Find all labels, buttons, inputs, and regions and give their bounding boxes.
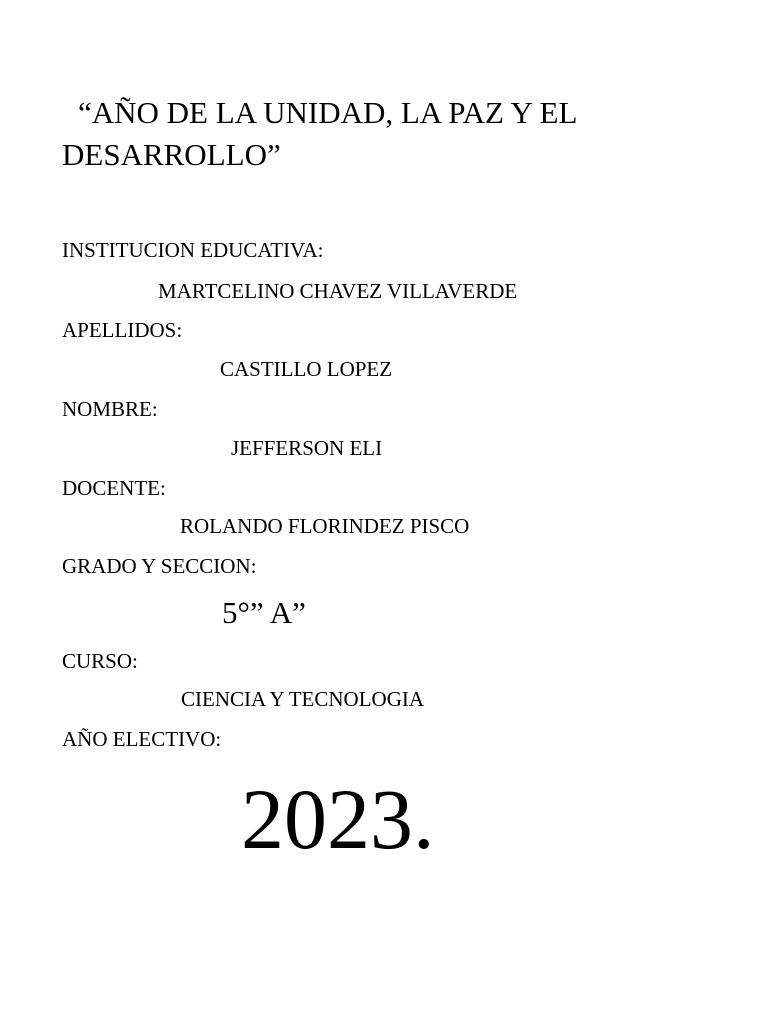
teacher-label: DOCENTE: [62, 476, 166, 500]
grade-value: 5°” A” [222, 595, 306, 630]
institution-value: MARTCELINO CHAVEZ VILLAVERDE [158, 279, 518, 303]
name-value: JEFFERSON ELI [231, 436, 383, 460]
year-value: 2023. [241, 771, 435, 867]
grade-label: GRADO Y SECCION: [62, 554, 257, 578]
teacher-value: ROLANDO FLORINDEZ PISCO [180, 514, 470, 538]
course-value: CIENCIA Y TECNOLOGIA [181, 687, 425, 711]
institution-label: INSTITUCION EDUCATIVA: [62, 238, 324, 262]
surname-value: CASTILLO LOPEZ [220, 357, 393, 381]
name-label: NOMBRE: [62, 397, 158, 421]
motto-line-1: “AÑO DE LA UNIDAD, LA PAZ Y EL [78, 95, 578, 130]
motto-line-2: DESARROLLO” [62, 137, 281, 172]
course-label: CURSO: [62, 649, 138, 673]
surname-label: APELLIDOS: [62, 318, 183, 342]
year-label: AÑO ELECTIVO: [62, 727, 222, 751]
